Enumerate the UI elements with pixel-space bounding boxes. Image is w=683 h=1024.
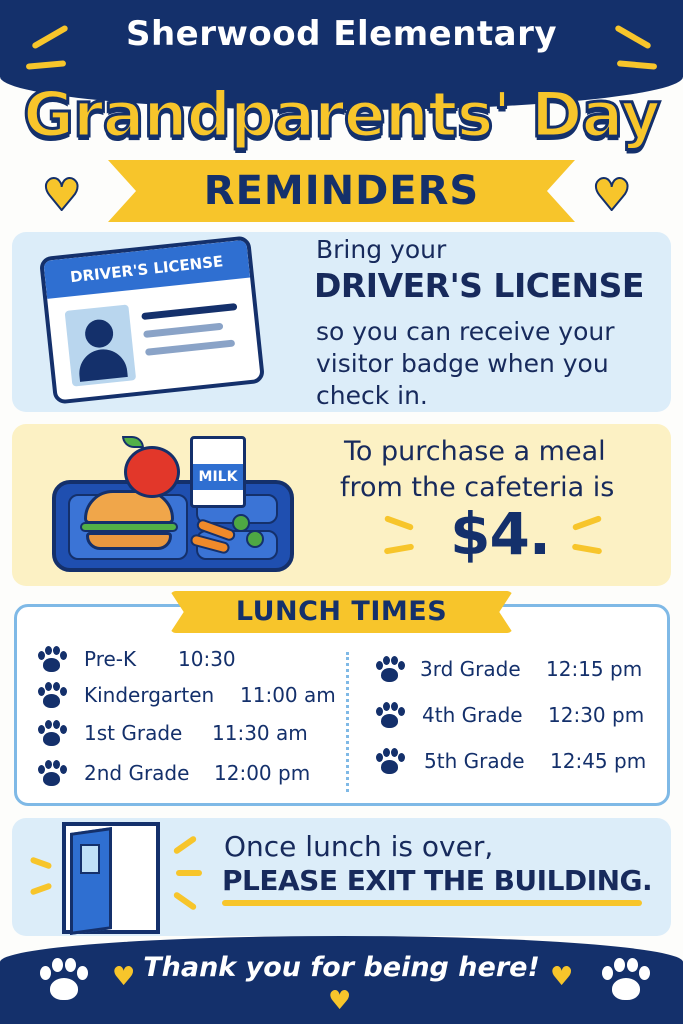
person-body-icon bbox=[77, 347, 128, 382]
paw-icon bbox=[36, 760, 66, 788]
lunch-row bbox=[36, 758, 336, 788]
sparkle-decoration bbox=[176, 870, 202, 876]
lunch-grade: Pre-K bbox=[84, 647, 137, 671]
lunch-grade: 1st Grade bbox=[84, 721, 183, 745]
license-card-label: DRIVER'S LICENSE bbox=[43, 240, 250, 299]
broccoli-icon bbox=[232, 514, 250, 532]
lunch-grade: Kindergarten bbox=[84, 683, 215, 707]
broccoli-icon bbox=[246, 530, 264, 548]
meal-line-1: To purchase a meal bbox=[344, 436, 606, 467]
burger-bun-icon bbox=[86, 532, 172, 550]
burger-lettuce-icon bbox=[80, 522, 178, 532]
heart-icon: ♥ bbox=[592, 170, 632, 221]
lunch-time: 12:15 pm bbox=[546, 657, 643, 681]
paw-icon bbox=[36, 646, 66, 674]
lunch-row bbox=[36, 644, 336, 674]
license-text-line bbox=[145, 339, 235, 355]
lunch-grade: 5th Grade bbox=[424, 749, 525, 773]
poster-title: Grandparents' Day bbox=[23, 78, 660, 151]
heart-icon: ♥ bbox=[550, 962, 574, 992]
paw-icon bbox=[36, 720, 66, 748]
heart-icon: ♥ bbox=[112, 962, 136, 992]
subtitle: REMINDERS bbox=[203, 168, 480, 214]
exit-line-1: Once lunch is over, bbox=[224, 830, 494, 863]
lunch-time: 12:45 pm bbox=[550, 749, 647, 773]
lunch-row bbox=[374, 746, 664, 776]
license-line-3: visitor badge when you bbox=[316, 349, 609, 378]
apple-icon bbox=[124, 446, 180, 498]
school-name: Sherwood Elementary bbox=[125, 14, 558, 54]
lunch-grade: 4th Grade bbox=[422, 703, 523, 727]
paw-icon bbox=[36, 682, 66, 710]
lunch-row bbox=[36, 680, 336, 710]
license-line-4: check in. bbox=[316, 381, 428, 410]
license-line-1: Bring your bbox=[316, 235, 447, 264]
license-line-2: so you can receive your bbox=[316, 317, 615, 346]
lunch-row bbox=[374, 654, 664, 684]
paw-icon bbox=[374, 748, 404, 776]
person-head-icon bbox=[84, 318, 115, 349]
paw-icon bbox=[374, 656, 404, 684]
meal-line-2: from the cafeteria is bbox=[340, 472, 615, 503]
door-window-icon bbox=[80, 844, 100, 874]
heart-icon: ♥ bbox=[328, 986, 352, 1016]
lunch-divider bbox=[346, 652, 349, 792]
paw-icon bbox=[374, 702, 404, 730]
exit-emphasis: PLEASE EXIT THE BUILDING. bbox=[222, 864, 653, 897]
lunch-times-title: LUNCH TIMES bbox=[235, 596, 448, 627]
milk-label: MILK bbox=[193, 464, 243, 490]
lunch-row bbox=[374, 700, 664, 730]
license-text-line bbox=[143, 323, 223, 338]
license-photo-icon bbox=[65, 304, 137, 386]
thank-you-message: Thank you for being here! bbox=[143, 952, 540, 983]
heart-icon: ♥ bbox=[42, 170, 82, 221]
lunch-grade: 3rd Grade bbox=[420, 657, 521, 681]
license-text-line bbox=[141, 303, 237, 320]
lunch-time: 11:00 am bbox=[240, 683, 336, 707]
lunch-time: 12:30 pm bbox=[548, 703, 645, 727]
lunch-time: 10:30 bbox=[178, 647, 236, 671]
meal-price: $4. bbox=[450, 500, 550, 568]
exit-underline bbox=[222, 900, 642, 906]
lunch-time: 11:30 am bbox=[212, 721, 308, 745]
lunch-time: 12:00 pm bbox=[214, 761, 311, 785]
lunch-grade: 2nd Grade bbox=[84, 761, 190, 785]
lunch-row bbox=[36, 718, 336, 748]
license-emphasis: DRIVER'S LICENSE bbox=[314, 266, 644, 305]
license-card-icon bbox=[39, 235, 265, 404]
